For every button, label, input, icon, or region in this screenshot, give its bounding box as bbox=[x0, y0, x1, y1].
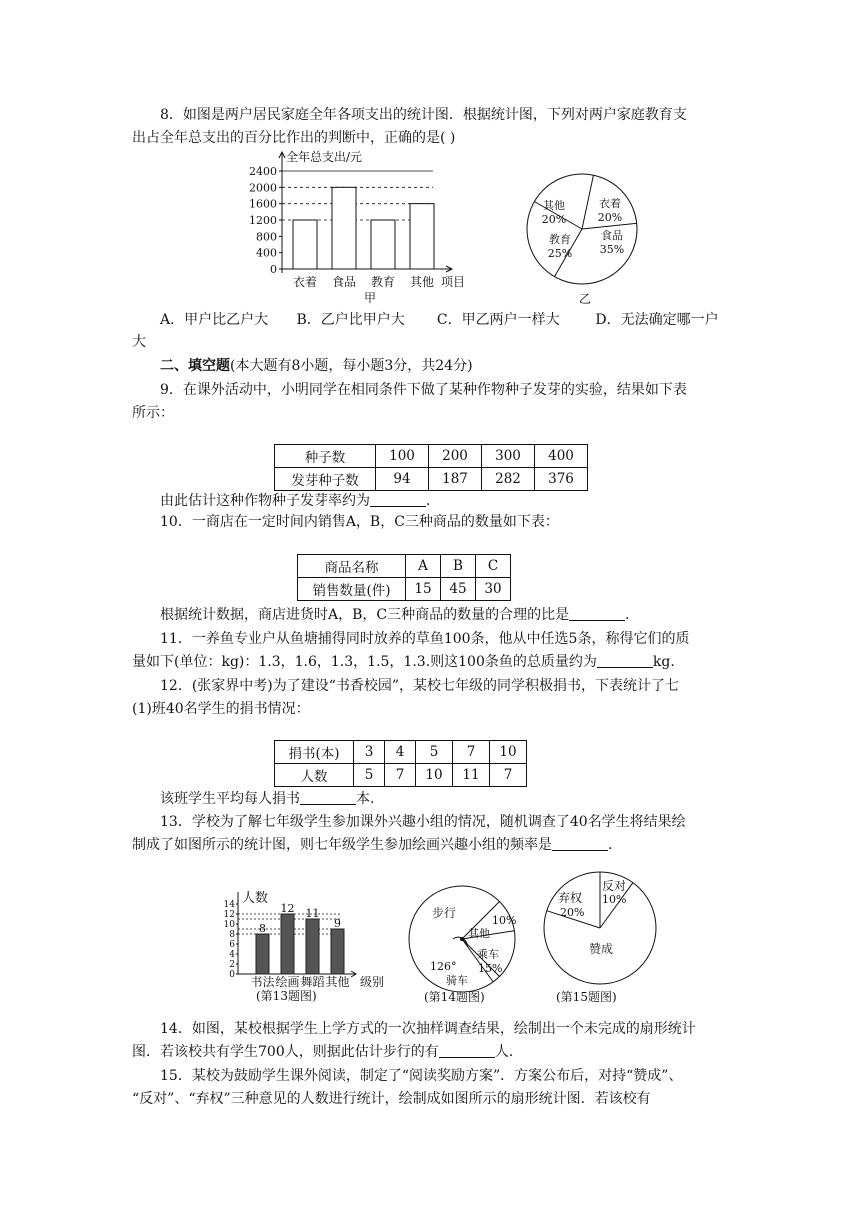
pie-pct: 20% bbox=[560, 906, 585, 919]
q8-bar-chart-jia bbox=[238, 145, 478, 307]
choice-b[interactable]: B．乙户比甲户大 bbox=[296, 312, 405, 328]
q10-line1: 10．一商店在一定时间内销售A，B，C三种商品的数量如下表： bbox=[160, 514, 559, 530]
pie-center-dot bbox=[460, 937, 464, 941]
q12-line2: (1)班40名学生的捐书情况： bbox=[132, 701, 310, 717]
q9-line2: 所示： bbox=[132, 405, 174, 421]
bar bbox=[331, 929, 344, 974]
table-cell: 7 bbox=[453, 741, 490, 764]
bar bbox=[293, 220, 317, 269]
q14-line2-end: 人. bbox=[494, 1044, 514, 1060]
bar bbox=[410, 204, 434, 269]
q12-after-end: 本. bbox=[356, 791, 375, 807]
table-cell: A bbox=[406, 555, 441, 578]
q8-line1: 8．如图是两户居民家庭全年各项支出的统计图．根据统计图，下列对两户家庭教育支 bbox=[160, 107, 687, 123]
table-cell: 发芽种子数 bbox=[275, 468, 376, 491]
y-tick-label: 14 bbox=[223, 900, 235, 910]
q8-pie-chart-yi bbox=[520, 166, 650, 306]
pie-label: 赞成 bbox=[588, 942, 614, 956]
x-tick-label: 舞蹈 bbox=[300, 975, 325, 989]
q9-line1: 9．在课外活动中，小明同学在相同条件下做了某种作物种子发芽的实验，结果如下表 bbox=[160, 382, 687, 398]
q14-line1: 14．如图，某校根据学生上学方式的一次抽样调查结果，绘制出一个未完成的扇形统计 bbox=[160, 1021, 696, 1037]
pie-angle-label: 126° bbox=[430, 960, 457, 973]
q11-line2 bbox=[132, 652, 675, 672]
table-cell: 销售数量(件) bbox=[298, 578, 406, 601]
table-cell: 10 bbox=[416, 764, 453, 787]
x-tick-label: 书法 bbox=[250, 975, 275, 989]
q10-after-text: 根据统计数据，商店进货时A，B，C三种商品的数量的合理的比是 bbox=[160, 607, 570, 623]
x-tick-label: 衣着 bbox=[292, 275, 318, 289]
pie-label: 骑车 bbox=[446, 974, 468, 987]
chart-jia-xlabel: 项目 bbox=[441, 275, 466, 289]
table-cell: 300 bbox=[482, 445, 535, 468]
table-row bbox=[275, 741, 527, 764]
table-row bbox=[298, 578, 511, 601]
pie-pct: 10% bbox=[492, 914, 517, 927]
answer-blank[interactable] bbox=[370, 492, 426, 507]
table-cell: 3 bbox=[354, 741, 385, 764]
answer-blank[interactable] bbox=[552, 836, 608, 851]
q12-after bbox=[160, 789, 374, 809]
table-cell: 捐书(本) bbox=[275, 741, 354, 764]
x-tick-label: 其他 bbox=[409, 275, 435, 289]
bar-value-label: 8 bbox=[259, 922, 266, 935]
q15-pie-chart bbox=[532, 870, 672, 1005]
y-tick-label: 2000 bbox=[249, 181, 277, 195]
pie-pct: 20% bbox=[597, 211, 623, 224]
y-tick-label: 1200 bbox=[249, 214, 277, 227]
q10-after-end: ． bbox=[625, 607, 640, 623]
pie-pct: 25% bbox=[547, 247, 573, 260]
q12-line1: 12．(张家界中考)为了建设“书香校园”，某校七年级的同学积极捐书，下表统计了七 bbox=[160, 678, 680, 694]
chart13-caption: (第13题图) bbox=[256, 989, 317, 1003]
table-row bbox=[275, 445, 588, 468]
answer-blank[interactable] bbox=[300, 790, 356, 805]
table-cell: 商品名称 bbox=[298, 555, 406, 578]
q14-line2 bbox=[132, 1042, 513, 1062]
q15-line1: 15．某校为鼓励学生课外阅读，制定了“阅读奖励方案”．方案公布后，对持“赞成”、 bbox=[160, 1068, 683, 1084]
table-cell: C bbox=[476, 555, 511, 578]
q15-line2: “反对”、“弃权”三种意见的人数进行统计，绘制成如图所示的扇形统计图．若该校有 bbox=[132, 1091, 651, 1107]
y-tick-label: 0 bbox=[229, 970, 235, 980]
table-cell: 376 bbox=[535, 468, 588, 491]
q12-table bbox=[274, 740, 527, 787]
q10-after bbox=[160, 605, 639, 625]
q9-after bbox=[160, 491, 440, 511]
q9-after-end: ． bbox=[426, 493, 440, 509]
table-cell: 11 bbox=[453, 764, 490, 787]
bar-value-label: 11 bbox=[305, 907, 320, 920]
pie-pct: 10% bbox=[602, 893, 627, 906]
table-cell: 7 bbox=[385, 764, 416, 787]
table-cell: 400 bbox=[535, 445, 588, 468]
bar-value-label: 9 bbox=[334, 917, 341, 930]
choice-c[interactable]: C．甲乙两户一样大 bbox=[436, 312, 560, 328]
table-cell: 5 bbox=[416, 741, 453, 764]
section2-heading bbox=[160, 356, 473, 376]
pie-label: 弃权 bbox=[558, 891, 583, 905]
table-cell: 94 bbox=[376, 468, 429, 491]
pie-label: 乘车 bbox=[477, 948, 499, 961]
y-tick-label: 1600 bbox=[249, 197, 277, 211]
choice-d[interactable]: D．无法确定哪一户 bbox=[595, 312, 719, 328]
table-row bbox=[298, 555, 511, 578]
bar-value-label: 12 bbox=[280, 902, 295, 915]
table-cell: 100 bbox=[376, 445, 429, 468]
table-cell: 187 bbox=[429, 468, 482, 491]
q9-after-text: 由此估计这种作物种子发芽率约为 bbox=[160, 493, 370, 509]
q13-bar-chart bbox=[220, 884, 390, 1006]
section2-title: 二、填空题 bbox=[160, 358, 230, 374]
pie-label: 其他 bbox=[468, 927, 490, 940]
answer-blank[interactable] bbox=[597, 653, 653, 668]
table-cell: 45 bbox=[441, 578, 476, 601]
q8-choice-tail: 大 bbox=[132, 334, 146, 350]
pie-label: 教育 bbox=[549, 233, 571, 246]
y-tick-label: 800 bbox=[256, 230, 277, 244]
bar bbox=[256, 934, 269, 974]
pie-pct: 15% bbox=[478, 962, 503, 975]
table-cell: 种子数 bbox=[275, 445, 376, 468]
q12-after-text: 该班学生平均每人捐书 bbox=[160, 791, 300, 807]
y-tick-label: 10 bbox=[223, 920, 235, 930]
q13-line2-text: 制成了如图所示的统计图，则七年级学生参加绘画兴趣小组的频率是 bbox=[132, 837, 552, 853]
y-tick-label: 2400 bbox=[249, 165, 277, 178]
pie-pct: 20% bbox=[541, 213, 567, 226]
answer-blank[interactable] bbox=[439, 1043, 495, 1058]
y-tick-label: 400 bbox=[256, 246, 277, 260]
q14-line2-text: 图．若该校共有学生700人，则据此估计步行的有 bbox=[132, 1044, 439, 1060]
chart13-ylabel: 人数 bbox=[242, 891, 269, 906]
chart14-caption: (第14题图) bbox=[424, 990, 485, 1004]
y-tick-label: 4 bbox=[229, 950, 235, 960]
y-tick-label: 8 bbox=[229, 930, 235, 940]
y-tick-label: 2 bbox=[229, 960, 235, 970]
bar bbox=[332, 187, 356, 269]
pie-label: 其他 bbox=[543, 199, 565, 212]
section2-note: (本大题有8小题，每小题3分，共24分) bbox=[230, 358, 473, 374]
x-tick-label: 教育 bbox=[370, 275, 396, 289]
table-cell: 200 bbox=[429, 445, 482, 468]
y-tick-label: 12 bbox=[223, 910, 235, 920]
y-tick-label: 0 bbox=[270, 263, 277, 276]
table-cell: 5 bbox=[354, 764, 385, 787]
x-tick-label: 绘画 bbox=[275, 975, 300, 989]
pie-label: 步行 bbox=[432, 906, 457, 920]
table-cell: 7 bbox=[490, 764, 527, 787]
table-cell: 4 bbox=[385, 741, 416, 764]
q9-table bbox=[274, 444, 588, 491]
choice-a[interactable]: A．甲户比乙户大 bbox=[160, 312, 269, 328]
q11-line2-end: kg. bbox=[652, 654, 675, 670]
x-tick-label: 食品 bbox=[331, 275, 357, 289]
chart-jia-ylabel: 全年总支出/元 bbox=[286, 150, 363, 164]
table-cell: 30 bbox=[476, 578, 511, 601]
table-cell: B bbox=[441, 555, 476, 578]
chart-jia-caption: 甲 bbox=[364, 291, 377, 305]
pie-pct: 35% bbox=[599, 243, 625, 256]
chart15-caption: (第15题图) bbox=[556, 990, 617, 1004]
bar bbox=[281, 914, 294, 974]
q13-line2-end: ． bbox=[608, 837, 622, 853]
q13-line2 bbox=[132, 835, 622, 855]
q10-table bbox=[297, 554, 511, 601]
table-cell: 10 bbox=[490, 741, 527, 764]
table-cell: 人数 bbox=[275, 764, 354, 787]
y-tick-label: 6 bbox=[229, 940, 235, 950]
q11-line2-text: 量如下(单位：kg)：1.3，1.6，1.3，1.5，1.3.则这100条鱼的总质量约为 bbox=[132, 654, 597, 670]
table-cell: 15 bbox=[406, 578, 441, 601]
pie-label: 反对 bbox=[602, 879, 627, 893]
bar bbox=[306, 919, 319, 974]
chart13-xlabel: 级别 bbox=[360, 975, 385, 989]
pie-label: 衣着 bbox=[599, 197, 621, 210]
q8-line2: 出占全年总支出的百分比作出的判断中，正确的是( ) bbox=[132, 130, 456, 146]
table-row bbox=[275, 468, 588, 491]
q13-line1: 13．学校为了解七年级学生参加课外兴趣小组的情况，随机调查了40名学生将结果绘 bbox=[160, 814, 686, 830]
pie-label: 食品 bbox=[601, 229, 623, 242]
x-tick-label: 其他 bbox=[325, 975, 350, 989]
bar bbox=[371, 220, 395, 269]
table-cell: 282 bbox=[482, 468, 535, 491]
table-row bbox=[275, 764, 527, 787]
q14-pie-chart bbox=[404, 875, 526, 1005]
chart-yi-caption: 乙 bbox=[579, 292, 592, 306]
q11-line1: 11．一养鱼专业户从鱼塘捕得同时放养的草鱼100条，他从中任选5条，称得它们的质 bbox=[160, 631, 690, 647]
answer-blank[interactable] bbox=[569, 606, 625, 621]
q8-choices bbox=[160, 310, 719, 330]
